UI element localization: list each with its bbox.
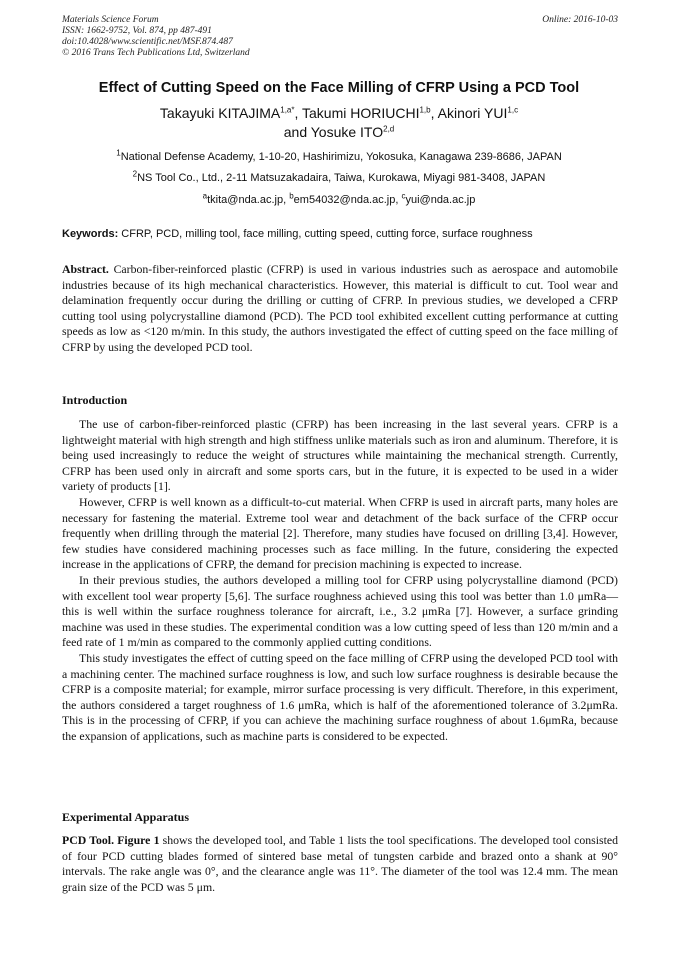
email[interactable]: tkita@nda.ac.jp, — [207, 194, 290, 206]
author-name: Takumi HORIUCHI — [302, 105, 420, 121]
paragraph: In their previous studies, the authors developed a milling tool for CFRP using polycrystalline diamond (PCD) with excellent tool wear property [5,6]. The surface roughness achieved using this tool was better than 1.0 μmRa—this is well within the surface roughness tolerance for aircraft, i.e., 3.2 μmRa [7]. However, a surface grinding machine was used in these studies. The experimental condition was a low cutting speed of less than 120 m/min and a feed rate of 1 m/min as compared to the commonly applied cutting conditions. — [62, 572, 618, 650]
email-line — [40, 191, 638, 206]
experimental-body — [62, 833, 618, 895]
affiliation-sup: 2 — [132, 169, 138, 179]
keywords-label: Keywords: — [62, 228, 119, 240]
affiliation-sup: 1 — [116, 148, 121, 158]
email[interactable]: em54032@nda.ac.jp, — [293, 194, 402, 206]
introduction-body — [62, 417, 618, 744]
abstract — [62, 262, 618, 356]
affiliation-text: National Defense Academy, 1-10-20, Hashirimizu, Yokosuka, Kanagawa 239-8686, JAPAN — [120, 151, 562, 163]
paragraph: However, CFRP is well known as a difficult-to-cut material. When CFRP is used in aircraft parts, many holes are necessary for fastening the material. Extreme tool wear and detachment of the back surface of the CFRP occur frequently when drilling through the material [2]. Therefore, many studies have focused on drilling [3,4]. However, few studies have considered machining processes such as face milling. In the future, considering the expected increase in the applications of CFRP, the demand for precision machining is expected to increase. — [62, 494, 618, 572]
experimental-heading: Experimental Apparatus — [62, 810, 190, 824]
paragraph-text: shows the developed tool, and Table 1 lists the tool specifications. The developed tool consisted of four PCD cutting blades formed of sintered base metal of tungsten carbide and brazed onto a shank at 90° intervals. The rake angle was 0°, and the clearance angle was 11°. The diameter of the tool was 12.4 mm. The mean grain size of the PCD was 5 μm. — [62, 833, 618, 894]
author-name: Takayuki KITAJIMA — [159, 105, 281, 121]
keywords — [62, 228, 618, 240]
issn-line: ISSN: 1662-9752, Vol. 874, pp 487-491 — [62, 26, 212, 36]
email-sup: b — [289, 191, 294, 201]
paper-title: Effect of Cutting Speed on the Face Milling of CFRP Using a PCD Tool — [98, 80, 580, 96]
copyright-line: © 2016 Trans Tech Publications Ltd, Switzerland — [62, 48, 250, 58]
doi-line: doi:10.4028/www.scientific.net/MSF.874.487 — [62, 37, 233, 47]
author-line-1 — [40, 104, 638, 123]
keywords-text: CFRP, PCD, milling tool, face milling, cutting speed, cutting force, surface roughness — [118, 228, 533, 240]
author-sup: 1,c — [507, 105, 519, 115]
author-sup: 2,d — [383, 124, 395, 134]
author-sep: , — [430, 105, 438, 121]
journal-header — [62, 15, 618, 59]
abstract-label: Abstract. — [62, 262, 109, 276]
introduction-heading: Introduction — [62, 393, 128, 407]
affiliation-1 — [40, 148, 638, 163]
abstract-text: Carbon-fiber-reinforced plastic (CFRP) is used in various industries such as aerospace and automobile industries because of its high mechanical characteristics. However, this material is difficult to cut. Tool wear and delamination frequently occur during the drilling or cutting of CFRP. In previous studies, we developed a CFRP cutting tool using polycrystalline diamond (PCD). The PCD tool exhibited excellent cutting performance at cutting speeds as low as <120 m/min. In this study, the authors investigated the effect of cutting speed on the face milling of CFRP by using the developed PCD tool. — [62, 262, 618, 354]
email[interactable]: yui@nda.ac.jp — [405, 194, 476, 206]
author-name: and Yosuke ITO — [283, 124, 384, 140]
pcd-tool-label: PCD Tool. — [62, 833, 115, 847]
online-date: Online: 2016-10-03 — [542, 15, 618, 25]
author-sup: 1,b — [419, 105, 431, 115]
author-line-2 — [40, 123, 638, 142]
affiliation-2 — [40, 169, 638, 184]
journal-name: Materials Science Forum — [62, 15, 159, 25]
paragraph: This study investigates the effect of cutting speed on the face milling of CFRP using the developed PCD tool with a machining center. The machined surface roughness is low, and such low surface roughness is desirable because the CFRP is a composite material; for example, mirror surface processing is very difficult. Therefore, in this experiment, the authors considered a target roughness of 1.6 μmRa, which is half of the aforementioned tolerance of 3.2μmRa. This is in the processing of CFRP, if you can achieve the machining surface roughness of about 1.6μmRa, because the expansion of applications, such as machine parts is considered to be expected. — [62, 650, 618, 743]
paragraph — [62, 833, 618, 895]
email-sup: c — [401, 191, 406, 201]
affiliation-text: NS Tool Co., Ltd., 2-11 Matsuzakadaira, Taiwa, Kurokawa, Miyagi 981-3408, JAPAN — [137, 172, 546, 184]
author-list — [40, 104, 638, 142]
author-sep: , — [294, 105, 303, 121]
email-sup: a — [202, 191, 208, 201]
paragraph: The use of carbon-fiber-reinforced plastic (CFRP) has been increasing in the last several years. CFRP is a lightweight material with high strength and high stiffness unlike materials such as iron and aluminum. Therefore, it is being used increasingly to reduce the weight of structures while maintaining the mechanical strength. Currently, CFRP has been used only in aircraft and some sports cars, but in the future, it is expected to be used in a wider variety of products [1]. — [62, 417, 618, 494]
author-sup: 1,a* — [280, 105, 295, 115]
figure-ref: Figure 1 — [117, 833, 160, 847]
author-name: Akinori YUI — [437, 105, 508, 121]
